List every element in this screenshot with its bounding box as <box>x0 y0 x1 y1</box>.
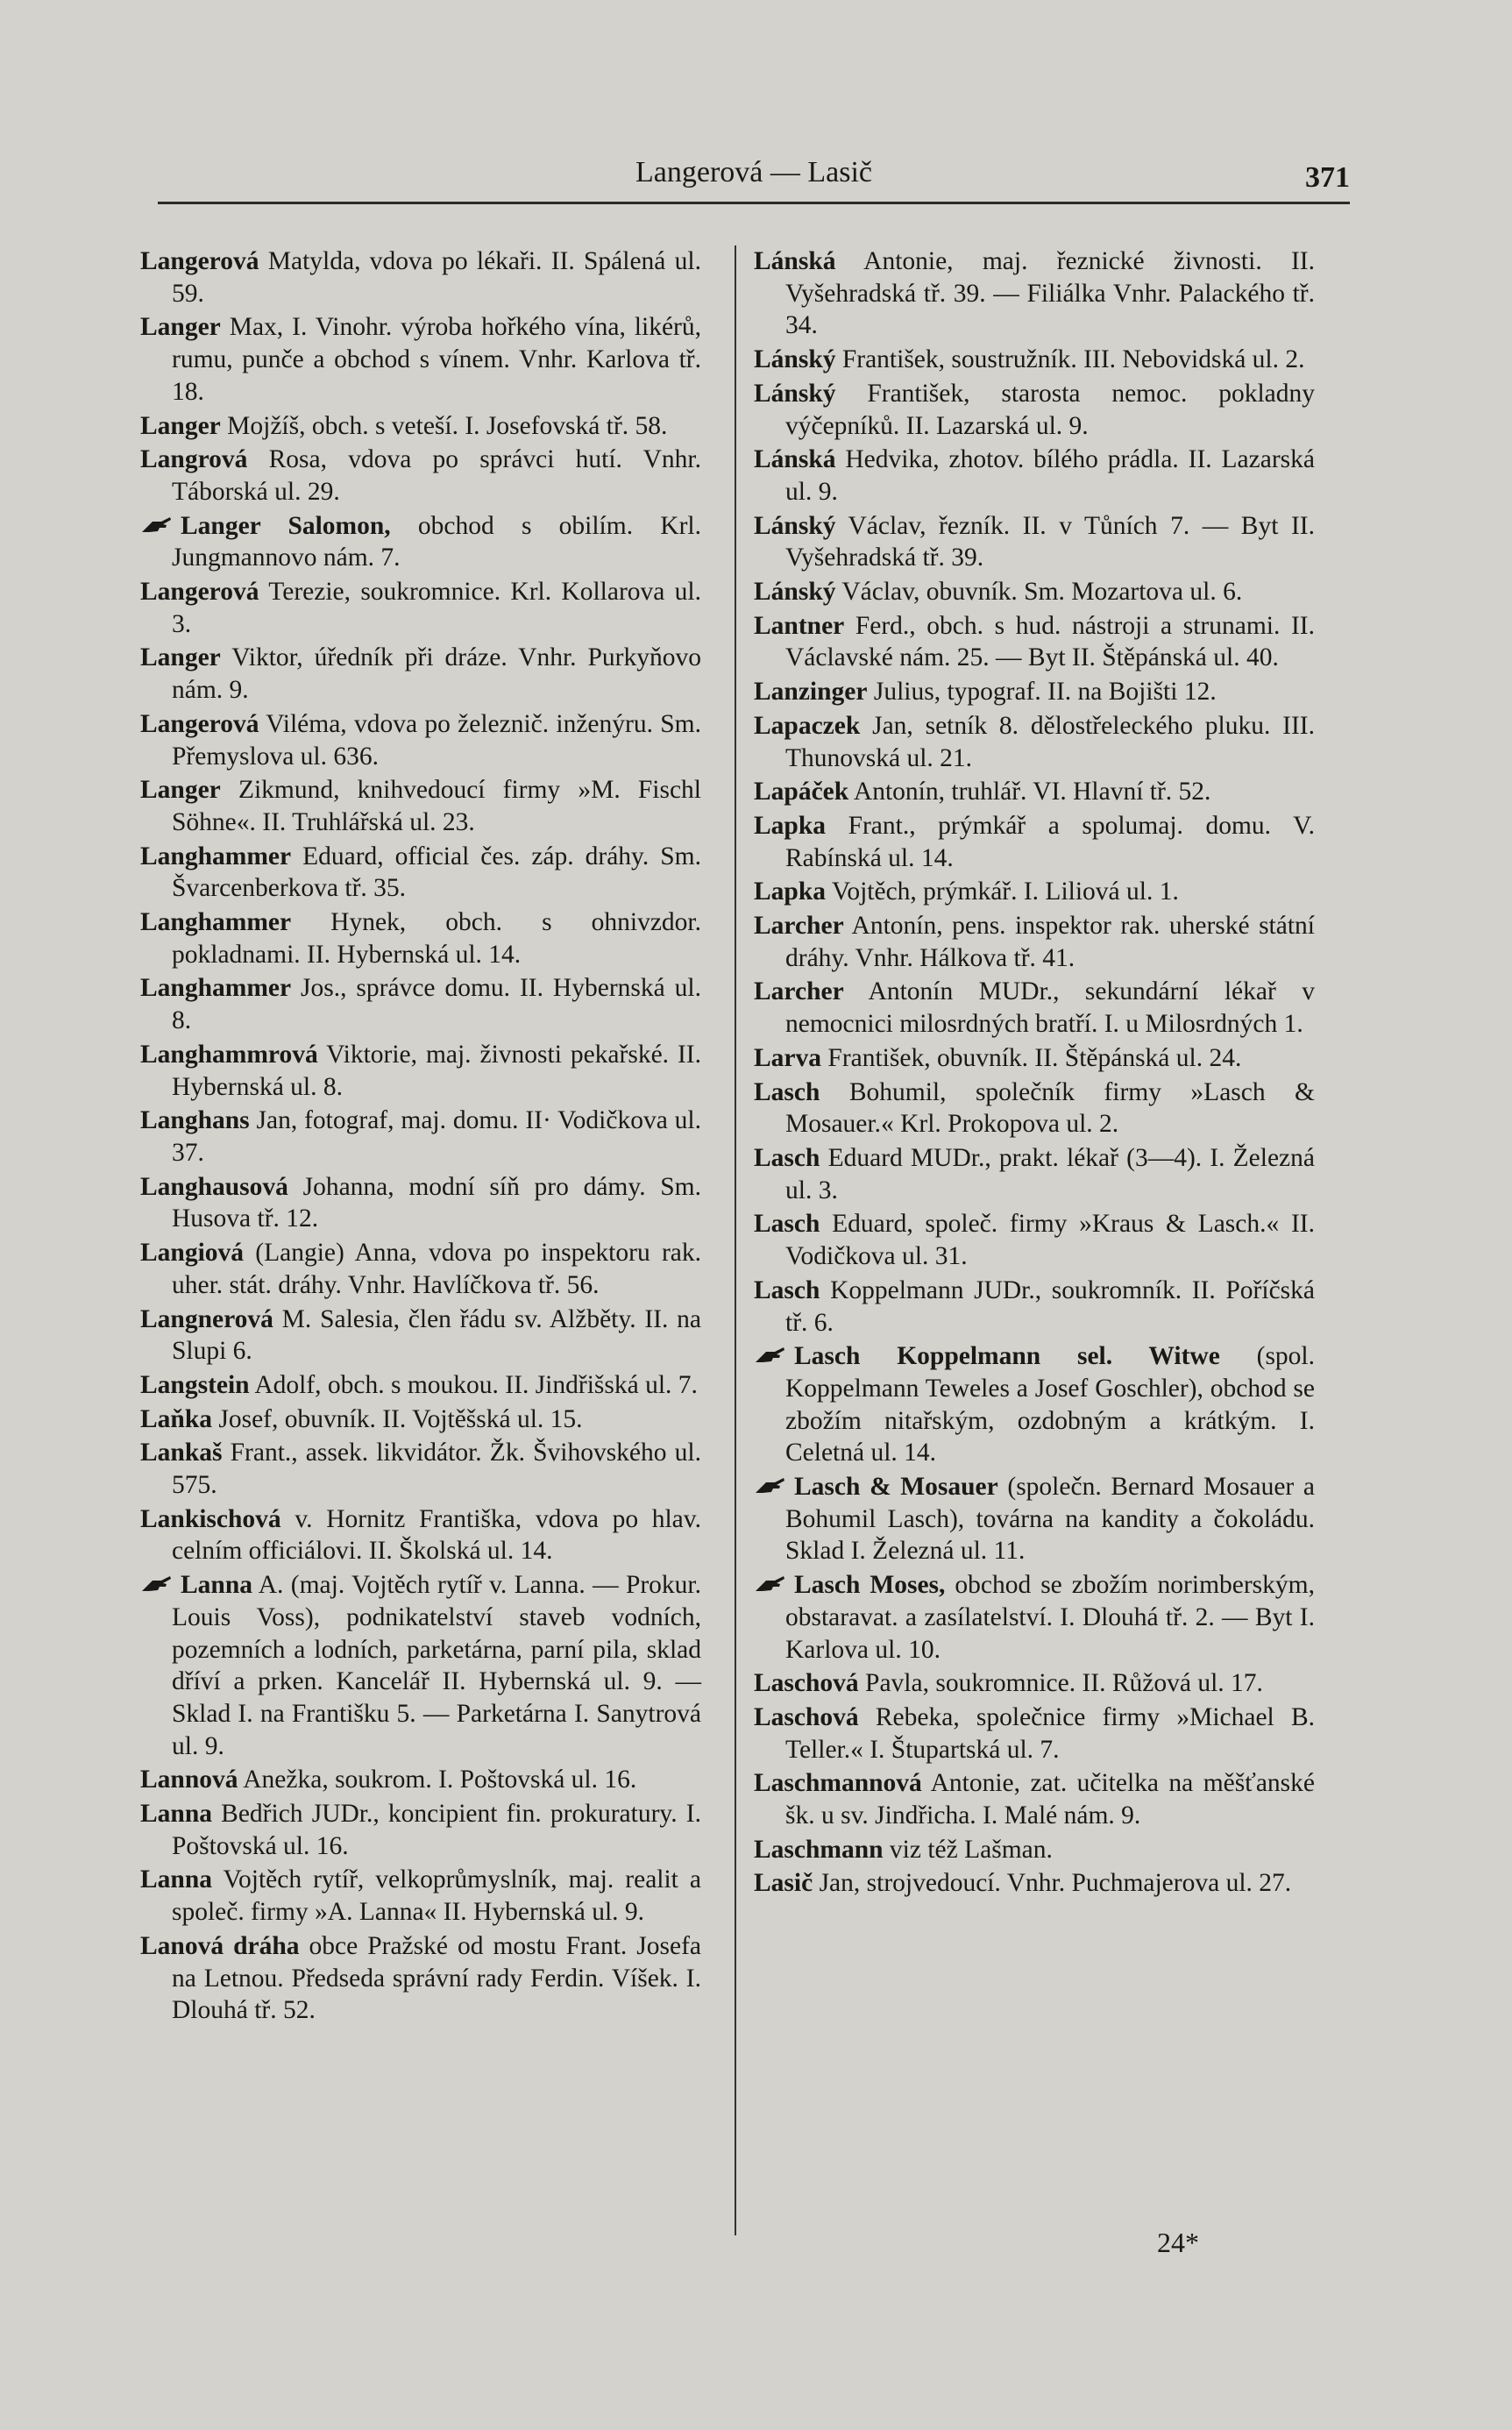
directory-entry <box>140 1569 701 1762</box>
directory-entry <box>754 1275 1315 1339</box>
entry-details: Antonie, zat. učitelka na měšťanské šk. u sv. Jindřicha. I. Malé nám. 9. <box>785 1769 1315 1830</box>
entry-name: Lánská <box>754 247 836 275</box>
entry-name: Langhausová <box>140 1172 288 1201</box>
entry-name: Lanna <box>140 1865 212 1894</box>
directory-entry <box>754 876 1315 908</box>
entry-name: Lasch <box>754 1077 820 1106</box>
directory-entry <box>140 1930 701 2027</box>
entry-details: Adolf, obch. s moukou. II. Jindřišská ul. 7. <box>249 1370 698 1399</box>
entry-name: Lasič <box>754 1869 813 1898</box>
directory-entry <box>140 1798 701 1862</box>
entry-name: Lasch Koppelmann sel. Witwe <box>794 1342 1220 1371</box>
directory-entry <box>754 1042 1315 1075</box>
entry-details: Max, I. Vinohr. výroba hořkého vína, likérů, rumu, punče a obchod s vínem. Vnhr. Karlova tř. 18. <box>172 313 701 406</box>
directory-entry <box>754 776 1315 808</box>
entry-details: František, soustružník. III. Nebovidská ul. 2. <box>835 345 1305 374</box>
directory-entry <box>140 841 701 905</box>
entry-details: Vojtěch rytíř, velkoprůmyslník, maj. realit a společ. firmy »A. Lanna« II. Hybernská ul. 9. <box>172 1865 701 1927</box>
entry-details: Viktorie, maj. živnosti pekařské. II. Hybernská ul. 8. <box>172 1040 701 1101</box>
entry-details: Rosa, vdova po správci hutí. Vnhr. Táborská ul. 29. <box>172 445 701 506</box>
directory-entry <box>140 1171 701 1235</box>
entry-name: Lannová <box>140 1766 238 1794</box>
entry-details: Rebeka, společnice firmy »Michael B. Teller.« I. Štupartská ul. 7. <box>785 1702 1315 1764</box>
directory-entry <box>754 1340 1315 1469</box>
entry-name: Langiová <box>140 1239 245 1268</box>
page-number: 371 <box>1305 161 1350 194</box>
entry-details: v. Hornitz Františka, vdova po hlav. celním officiálovi. II. Školská ul. 14. <box>172 1504 701 1566</box>
right-column <box>754 245 1315 1901</box>
entry-details: Anežka, soukrom. I. Poštovská ul. 16. <box>238 1766 637 1794</box>
entry-details: (spol. Koppelmann Teweles a Josef Goschler), obchod se zbožím nitařským, ozdobným a krátkým. I. Celetná ul. 14. <box>785 1342 1316 1467</box>
directory-entry <box>140 1503 701 1567</box>
entry-details: Viktor, úředník při dráze. Vnhr. Purkyňovo nám. 9. <box>172 643 701 705</box>
entry-details: (společn. Bernard Mosauer a Bohumil Lasch), továrna na kandity a čokoládu. Sklad I. Železná ul. 11. <box>785 1473 1315 1566</box>
directory-entry <box>754 1767 1315 1831</box>
directory-entry <box>754 1076 1315 1140</box>
entry-details: Eduard MUDr., prakt. lékař (3—4). I. Železná ul. 3. <box>785 1143 1315 1204</box>
entry-details: Josef, obuvník. II. Vojtěšská ul. 15. <box>212 1404 583 1433</box>
header-rule <box>158 202 1350 204</box>
entry-name: Larcher <box>754 912 844 941</box>
entry-name: Lasch <box>754 1275 820 1304</box>
entry-details: Jos., správce domu. II. Hybernská ul. 8. <box>172 974 701 1035</box>
entry-details: M. Salesia, člen řádu sv. Alžběty. II. na Slupi 6. <box>172 1304 701 1366</box>
entry-name: Langhammer <box>140 974 292 1003</box>
entry-details: Antonie, maj. řeznické živnosti. II. Vyšehradská tř. 39. — Filiálka Vnhr. Palackého tř. 34. <box>785 247 1315 340</box>
entry-details: Frant., assek. likvidátor. Žk. Švihovského ul. 575. <box>172 1439 701 1500</box>
entry-details: František, obuvník. II. Štěpánská ul. 24. <box>821 1043 1242 1072</box>
directory-entry <box>140 510 701 574</box>
directory-entry <box>140 1105 701 1169</box>
signature-mark: 24* <box>1157 2227 1199 2258</box>
directory-entry <box>754 1867 1315 1900</box>
entry-name: Langerová <box>140 578 259 607</box>
entry-name: Laschmann <box>754 1835 884 1864</box>
directory-entry <box>140 245 701 309</box>
entry-details: Matylda, vdova po lékaři. II. Spálená ul. 59. <box>172 247 701 308</box>
entry-name: Langer <box>140 643 221 672</box>
entry-details: Jan, strojvedoucí. Vnhr. Puchmajerova ul. 27. <box>813 1869 1292 1898</box>
directory-entry <box>754 576 1315 608</box>
entry-details: obchod se zbožím norimberským, obstaravat. a zasílatelství. I. Dlouhá tř. 2. — Byt I. Karlova ul. 10. <box>785 1571 1315 1664</box>
entry-name: Lasch & Mosauer <box>794 1473 998 1502</box>
directory-entry <box>140 1403 701 1436</box>
entry-details: Eduard, společ. firmy »Kraus & Lasch.« II. Vodičkova ul. 31. <box>785 1210 1315 1271</box>
entry-details: Antonín, truhlář. VI. Hlavní tř. 52. <box>848 778 1211 806</box>
page-header <box>158 151 1350 196</box>
entry-details: Hedvika, zhotov. bílého prádla. II. Lazarská ul. 9. <box>785 445 1315 506</box>
pointing-hand-icon <box>140 515 174 536</box>
directory-entry <box>140 972 701 1036</box>
entry-name: Lánský <box>754 511 836 540</box>
entry-name: Larva <box>754 1043 822 1072</box>
entry-details: Antonín MUDr., sekundární lékař v nemocnici milosrdných bratří. I. u Milosrdných 1. <box>785 977 1315 1039</box>
entry-details: Frant., prýmkář a spolumaj. domu. V. Rabínská ul. 14. <box>785 811 1315 872</box>
entry-details: obce Pražské od mostu Frant. Josefa na Letnou. Předseda správní rady Ferdin. Víšek. I. Dlouhá tř. 52. <box>172 1931 701 2025</box>
entry-details: Johanna, modní síň pro dámy. Sm. Husova tř. 12. <box>172 1172 701 1233</box>
entry-name: Lánský <box>754 379 836 408</box>
entry-name: Laschová <box>754 1669 859 1698</box>
entry-details: Bohumil, společník firmy »Lasch & Mosauer.« Krl. Prokopova ul. 2. <box>785 1077 1315 1139</box>
column-divider <box>735 245 736 2235</box>
directory-entry <box>754 676 1315 708</box>
entry-name: Langerová <box>140 709 259 738</box>
pointing-hand-icon <box>754 1345 787 1366</box>
entry-details: Mojžíš, obch. s veteší. I. Josefovská tř. 58. <box>220 411 668 440</box>
directory-entry <box>754 910 1315 974</box>
pointing-hand-icon <box>754 1475 787 1496</box>
entry-name: Lánský <box>754 578 836 607</box>
directory-entry <box>754 444 1315 508</box>
entry-name: Lánská <box>754 445 836 474</box>
entry-name: Lanna <box>140 1800 212 1829</box>
entry-details: viz též Lašman. <box>883 1835 1053 1864</box>
entry-details: Viléma, vdova po železnič. inženýru. Sm. Přemyslova ul. 636. <box>172 709 701 771</box>
directory-entry <box>140 1237 701 1301</box>
directory-entry <box>140 1864 701 1928</box>
directory-entry <box>140 311 701 408</box>
entry-details: Terezie, soukromnice. Krl. Kollarova ul. 3. <box>172 578 701 638</box>
entry-details: Jan, fotograf, maj. domu. II· Vodičkova ul. 37. <box>172 1106 701 1167</box>
entry-details: Koppelmann JUDr., soukromník. II. Poříčská tř. 6. <box>785 1275 1315 1337</box>
directory-entry <box>140 708 701 772</box>
entry-details: A. (maj. Vojtěch rytíř v. Lanna. — Prokur. Louis Voss), podnikatelství staveb vodních, pozemních a lodních, parketárna, parní pila, sklad dříví a prken. Kancelář II. Hybernská ul. 9. — Sklad I. na Františku 5. — Parketárna I. Sanytrová ul. 9. <box>172 1571 701 1760</box>
directory-entry <box>754 378 1315 442</box>
directory-entry <box>754 1569 1315 1666</box>
entry-details: (Langie) Anna, vdova po inspektoru rak. uher. stát. dráhy. Vnhr. Havlíčkova tř. 56. <box>172 1239 701 1299</box>
left-column <box>140 245 701 2029</box>
entry-details: Bedřich JUDr., koncipient fin. prokuratury. I. Poštovská ul. 16. <box>172 1800 701 1860</box>
entry-name: Lánský <box>754 345 836 374</box>
entry-name: Langhans <box>140 1106 250 1135</box>
directory-entry <box>754 610 1315 674</box>
entry-name: Lasch <box>754 1210 820 1239</box>
entry-name: Langrová <box>140 445 248 474</box>
entry-name: Langer <box>140 411 221 440</box>
directory-entry <box>140 1764 701 1796</box>
entry-name: Langer <box>140 313 221 342</box>
entry-name: Langstein <box>140 1370 250 1399</box>
pointing-hand-icon <box>140 1574 174 1595</box>
entry-name: Laschová <box>754 1702 859 1731</box>
directory-entry <box>754 710 1315 774</box>
directory-entry <box>754 1667 1315 1700</box>
entry-name: Lankaš <box>140 1439 223 1467</box>
entry-details: Vojtěch, prýmkář. I. Liliová ul. 1. <box>826 878 1179 906</box>
directory-entry <box>140 444 701 508</box>
directory-entry <box>140 576 701 640</box>
entry-name: Lapáček <box>754 778 849 806</box>
directory-entry <box>754 976 1315 1040</box>
entry-name: Laschmannová <box>754 1769 922 1798</box>
directory-entry <box>754 245 1315 342</box>
entry-details: František, starosta nemoc. pokladny výčepníků. II. Lazarská ul. 9. <box>785 379 1315 440</box>
entry-name: Lanna <box>181 1571 252 1600</box>
entry-details: Pavla, soukromnice. II. Růžová ul. 17. <box>858 1669 1263 1698</box>
directory-entry <box>754 1834 1315 1866</box>
directory-entry <box>140 906 701 970</box>
entry-name: Langhammer <box>140 842 292 870</box>
entry-name: Lantner <box>754 611 845 640</box>
entry-name: Larcher <box>754 977 844 1006</box>
entry-name: Lasch Moses, <box>794 1571 946 1600</box>
entry-name: Langerová <box>140 247 259 275</box>
entry-details: obchod s obilím. Krl. Jungmannovo nám. 7. <box>172 511 701 572</box>
entry-name: Lapka <box>754 878 826 906</box>
entry-name: Lanzinger <box>754 678 868 707</box>
running-title: Langerová — Lasič <box>635 156 872 188</box>
directory-entry <box>754 1142 1315 1206</box>
directory-entry <box>140 1039 701 1103</box>
directory-entry <box>140 774 701 838</box>
entry-name: Langhammer <box>140 908 292 937</box>
directory-entry <box>754 510 1315 574</box>
entry-details: Hynek, obch. s ohnivzdor. pokladnami. II. Hybernská ul. 14. <box>172 908 701 969</box>
entry-name: Lasch <box>754 1143 820 1172</box>
entry-name: Lapaczek <box>754 711 861 740</box>
directory-entry <box>754 1702 1315 1766</box>
entry-details: Eduard, official čes. záp. dráhy. Sm. Švarcenberkova tř. 35. <box>172 842 701 903</box>
entry-name: Langer <box>140 776 221 805</box>
entry-details: Julius, typograf. II. na Bojišti 12. <box>867 678 1217 707</box>
entry-name: Langer Salomon, <box>181 511 391 540</box>
entry-details: Ferd., obch. s hud. nástroji a strunami. II. Václavské nám. 25. — Byt II. Štěpánská ul. 40. <box>785 611 1315 672</box>
directory-entry <box>754 1208 1315 1272</box>
entry-details: Václav, obuvník. Sm. Mozartova ul. 6. <box>835 578 1243 607</box>
directory-entry <box>140 1304 701 1368</box>
directory-entry <box>140 410 701 443</box>
directory-entry <box>754 1471 1315 1567</box>
entry-name: Langnerová <box>140 1304 273 1333</box>
directory-entry <box>754 344 1315 376</box>
entry-details: Jan, setník 8. dělostřeleckého pluku. III. Thunovská ul. 21. <box>785 711 1315 772</box>
entry-details: Antonín, pens. inspektor rak. uherské státní dráhy. Vnhr. Hálkova tř. 41. <box>785 912 1315 972</box>
entry-details: Zikmund, knihvedoucí firmy »M. Fischl Söhne«. II. Truhlářská ul. 23. <box>172 776 701 836</box>
entry-name: Laňka <box>140 1404 212 1433</box>
directory-entry <box>140 1437 701 1501</box>
entry-name: Lankischová <box>140 1504 281 1533</box>
pointing-hand-icon <box>754 1574 787 1595</box>
directory-entry <box>140 642 701 706</box>
directory-entry <box>754 810 1315 874</box>
entry-name: Langhammrová <box>140 1040 318 1069</box>
entry-name: Lanová dráha <box>140 1931 300 1960</box>
directory-entry <box>140 1369 701 1402</box>
entry-name: Lapka <box>754 811 826 840</box>
entry-details: Václav, řezník. II. v Tůních 7. — Byt II. Vyšehradská tř. 39. <box>785 511 1315 572</box>
